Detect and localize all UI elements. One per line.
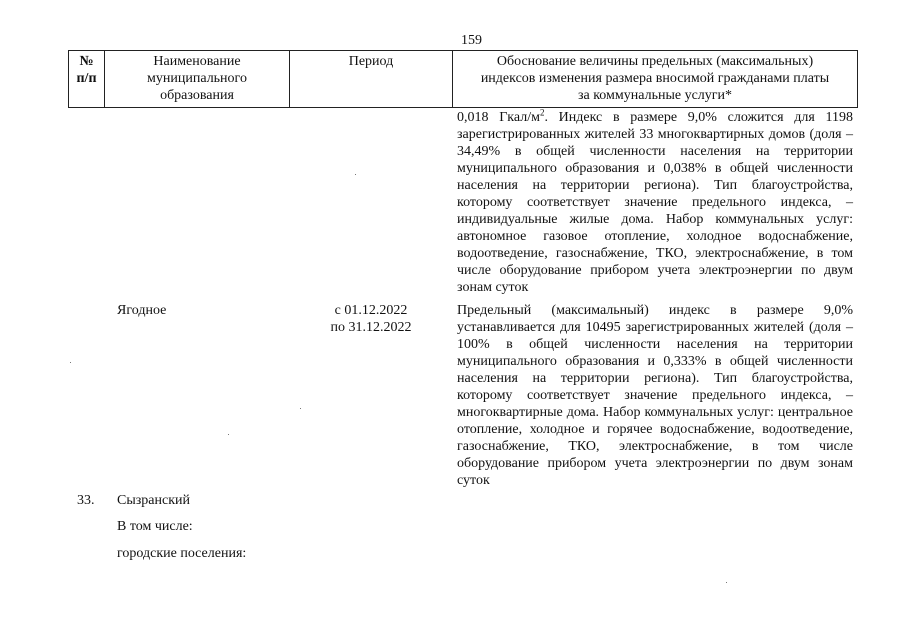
scan-speck <box>355 174 356 175</box>
section-including-label: В том числе: <box>117 519 193 534</box>
header-right-border <box>857 50 858 108</box>
header-col-justification: Обоснование величины предельных (максимальных) индексов изменения размера вносимой гражданами платы за коммунальные услуги* <box>480 54 830 103</box>
scan-speck <box>70 362 71 363</box>
scan-speck <box>726 582 727 583</box>
row-period <box>290 302 452 336</box>
continued-text-rest: . Индекс в размере 9,0% сложится для 1198 зарегистрированных жителей 33 многоквартирных домов (доля – 34,49% в общей численности населения на территории муниципального образования и 0,038% в общей численности населения на территории региона). Тип благоустройства, которому соответствует значение предельного индекса, – индивидуальные жилые дома. Набор коммунальных услуг: автономное газовое отопление, холодное водоснабжение, водоотведение, газоснабжение, ТКО, электроснабжение, в том числе оборудование прибором учета электроэнергии по двум зонам суток <box>457 110 853 295</box>
section-number: 33. <box>77 493 95 508</box>
page-number: 159 <box>461 33 482 48</box>
continued-text-lead: 0,018 Гкал/м <box>457 110 540 125</box>
header-col-period: Период <box>348 54 394 69</box>
header-top-border <box>68 50 858 51</box>
header-col-name: Наименование муниципального образования <box>147 54 247 103</box>
header-col-number: № п/п <box>76 54 97 86</box>
header-bottom-border <box>68 107 858 108</box>
row-municipality-name: Ягодное <box>117 303 167 318</box>
row-period-to: по 31.12.2022 <box>330 320 412 335</box>
section-urban-label: городские поселения: <box>117 546 247 561</box>
continued-justification-text <box>457 109 853 296</box>
section-name: Сызранский <box>117 493 190 508</box>
row-period-from: с 01.12.2022 <box>334 303 408 318</box>
scan-speck <box>300 408 301 409</box>
scan-speck <box>228 434 229 435</box>
row-justification: Предельный (максимальный) индекс в размере 9,0% устанавливается для 10495 зарегистрированных жителей (доля – 100% в общей численности населения на территории муниципального образования и 0,333% в общей численности населения на территории региона). Тип благоустройства, которому соответствует значение предельного индекса, – многоквартирные дома. Набор коммунальных услуг: центральное отопление, холодное и горячее водоснабжение, водоотведение, газоснабжение, ТКО, электроснабжение, в том числе оборудование прибором учета электроэнергии по двум зонам суток <box>457 303 853 488</box>
continued-text-sup: 2 <box>539 107 545 118</box>
